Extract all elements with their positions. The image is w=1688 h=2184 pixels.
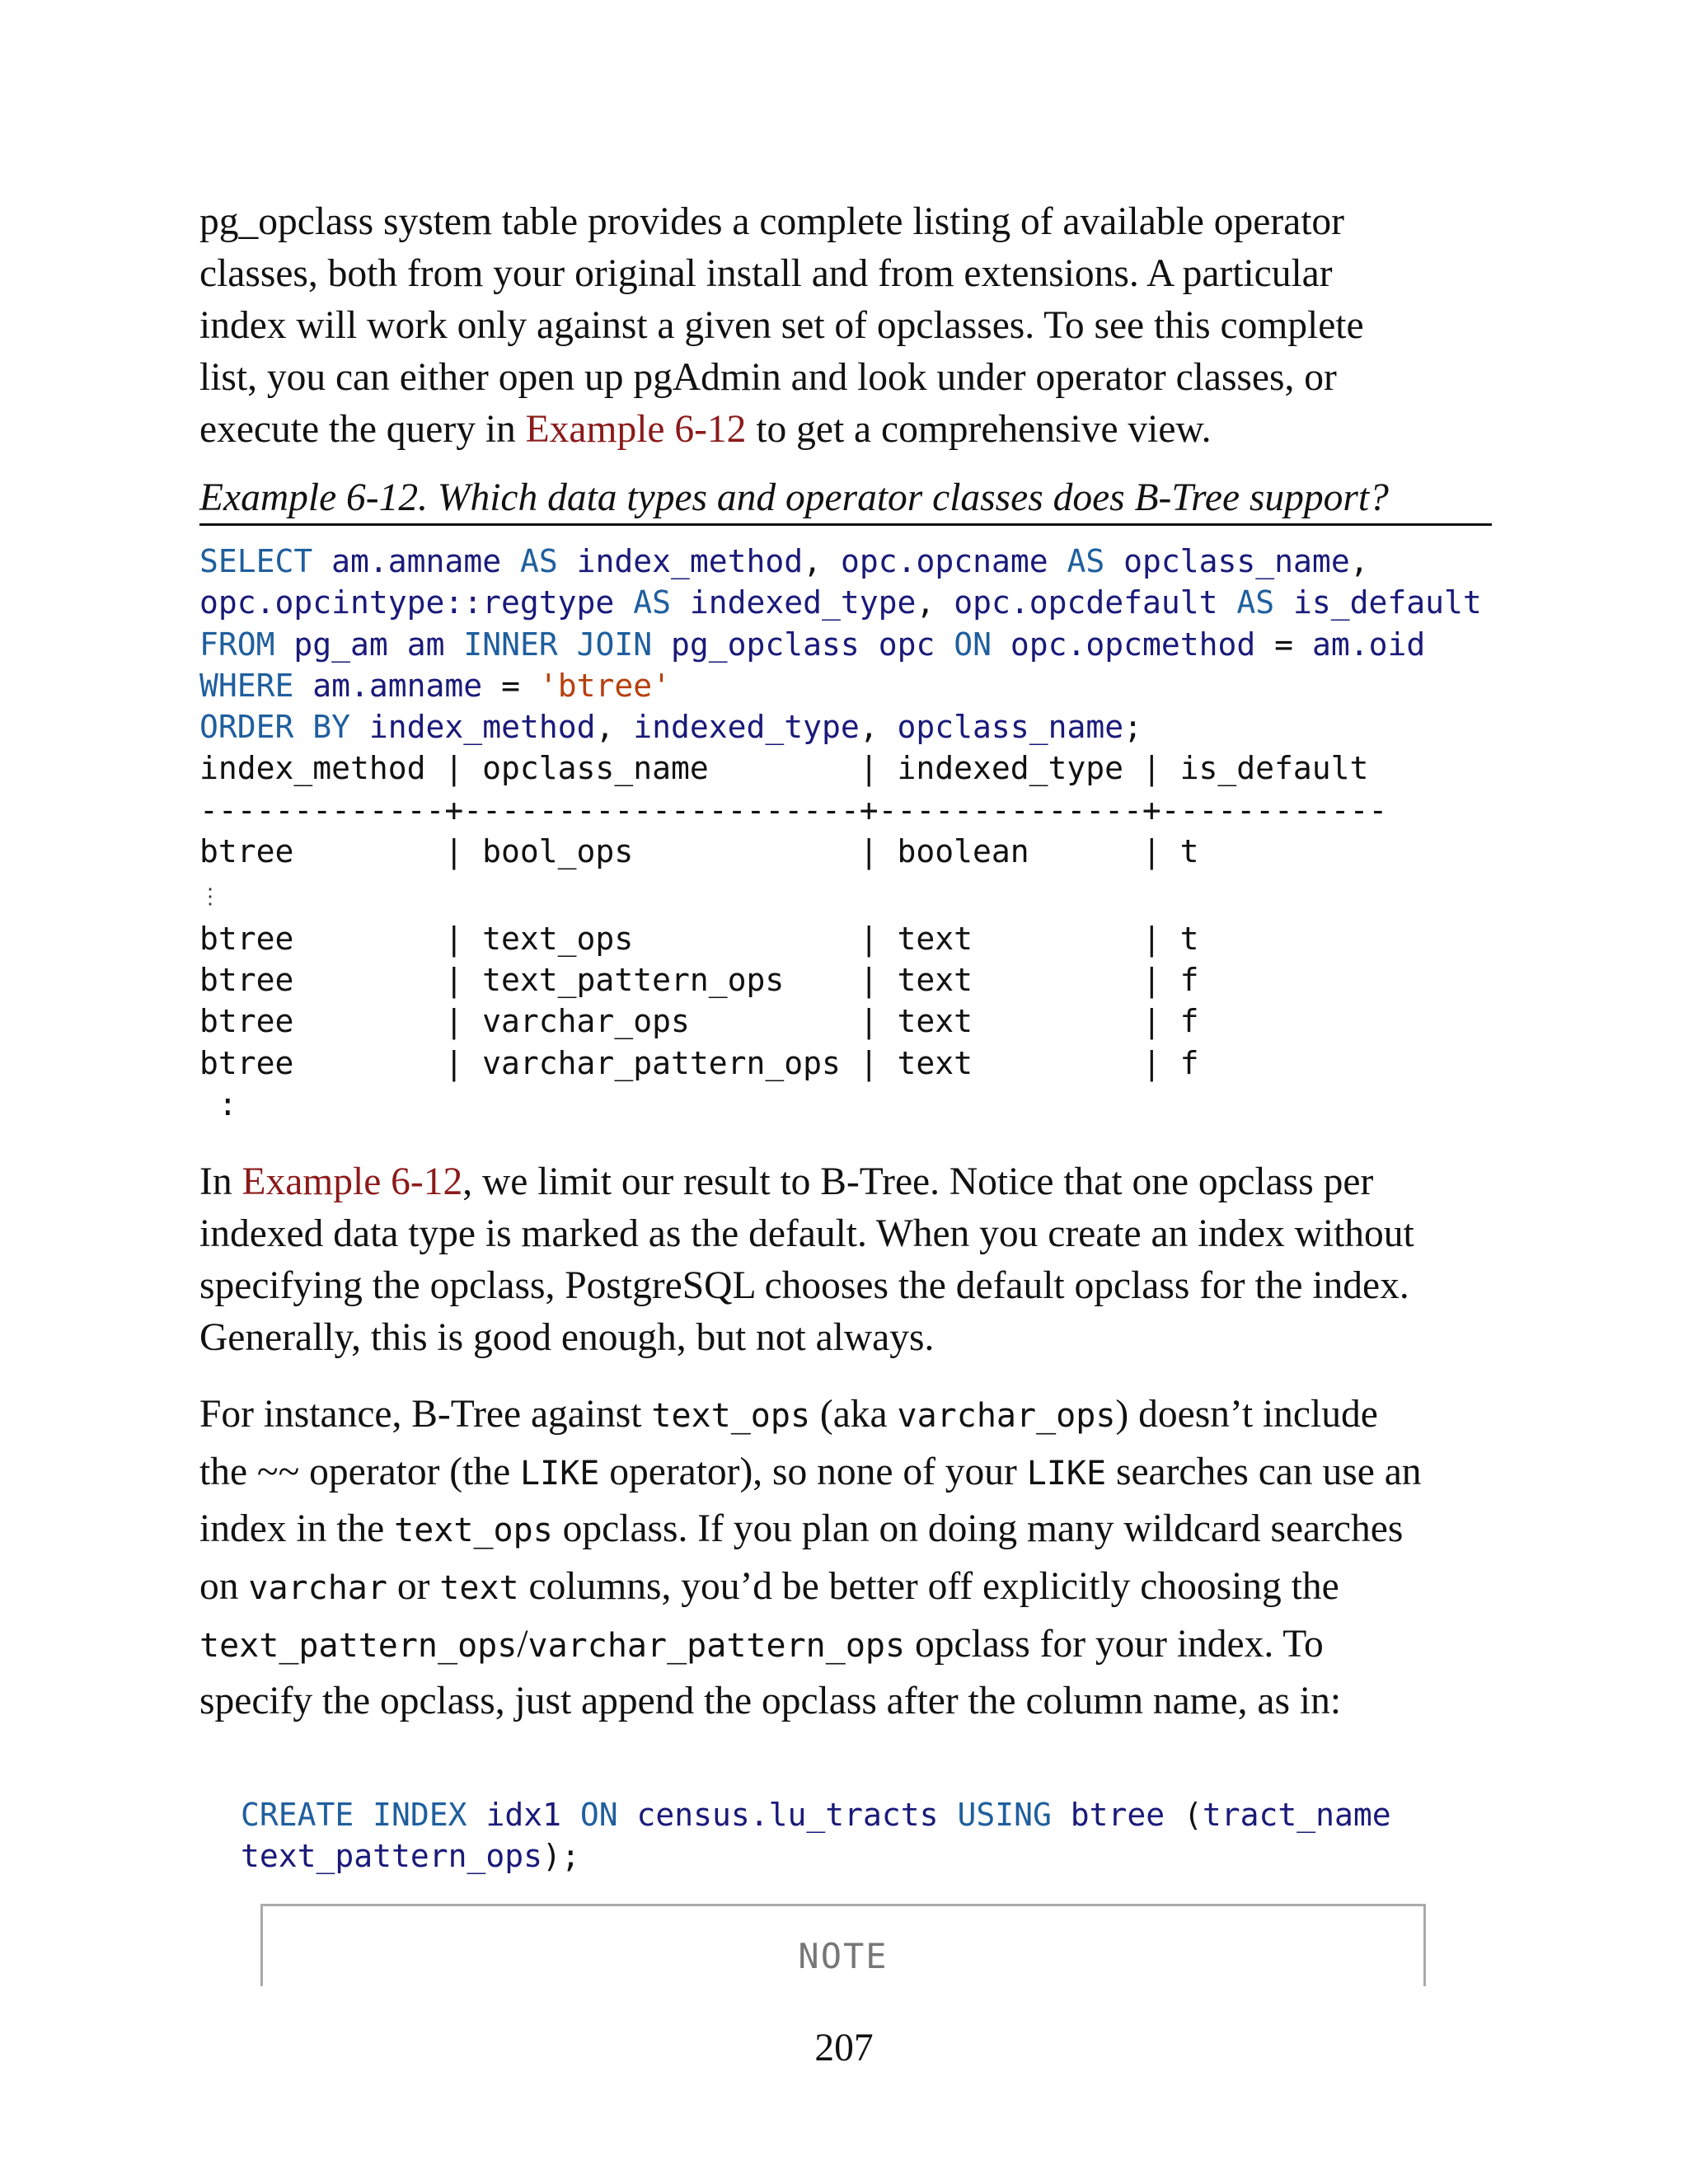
sql-identifier: btree: [1070, 1796, 1165, 1833]
text-run: columns, you’d be better off explicitly choosing the: [518, 1564, 1339, 1608]
inline-code: text_ops: [651, 1397, 811, 1436]
sql-keyword: SELECT: [199, 543, 313, 579]
text-line: execute the query in: [199, 408, 526, 451]
sql-keyword: CREATE INDEX: [241, 1796, 467, 1833]
example-code-block: SELECT am.amname AS index_method, opc.opcname AS opclass_name, opc.opcintype::regtype AS indexed_type, opc.opcdefault AS is_default FROM pg_am am INNER JOIN pg_opclass opc ON opc.opcmethod = am.oid WHERE am.amname = 'btree' ORDER BY index_method, indexed_type, opclass_name; index_method | opclass_name | indexed_type | is_default -------------+---------------------+--------------+------------ btree | bool_ops | boolean | t ⋮ btree | text_ops | text | t btree | text_pattern_ops | text | f btree | varchar_ops | text | f btree | varchar_pattern_ops | text | f :: [199, 543, 1482, 1122]
sql-string: 'btree': [538, 667, 671, 704]
sql-identifier: opc: [878, 626, 935, 663]
vertical-ellipsis: ⋮: [199, 884, 221, 910]
result-row: btree | varchar_pattern_ops | text | f: [199, 1044, 1199, 1081]
text-run: opclass for your index. To: [905, 1622, 1324, 1666]
sql-keyword: AS: [633, 584, 671, 621]
result-separator: -------------+---------------------+--------------+------------: [199, 791, 1388, 828]
sql-identifier: indexed_type: [633, 709, 860, 746]
text-line: In: [199, 1160, 242, 1204]
sql-identifier: am.oid: [1311, 626, 1426, 663]
result-row: btree | bool_ops | boolean | t: [199, 833, 1199, 870]
sql-keyword: FROM: [199, 626, 275, 663]
opclass-paragraph: [199, 1387, 1492, 1730]
sql-keyword: INNER JOIN: [463, 626, 653, 663]
sql-identifier: opc.opcmethod: [1010, 626, 1256, 663]
text-line: specifying the opclass, PostgreSQL chooses the default opclass for the index.: [199, 1264, 1409, 1308]
sql-identifier: pg_am: [293, 626, 388, 663]
text-run: (aka: [810, 1393, 898, 1436]
pager-prompt: :: [199, 1085, 237, 1122]
text-run: on: [199, 1564, 249, 1608]
sql-keyword: AS: [1236, 584, 1275, 621]
page-content: [199, 196, 1492, 1877]
sql-identifier: am.amname: [312, 667, 483, 704]
result-row: btree | varchar_ops | text | f: [199, 1003, 1199, 1040]
inline-code: text_pattern_ops: [199, 1626, 518, 1665]
result-row: btree | text_pattern_ops | text | f: [199, 961, 1199, 998]
text-run: opclass. If you plan on doing many wildcard searches: [552, 1507, 1404, 1551]
inline-code: varchar_pattern_ops: [528, 1626, 906, 1665]
text-line: list, you can either open up pgAdmin and look under operator classes, or: [199, 356, 1337, 399]
sql-identifier: am: [406, 626, 445, 663]
text-line: index will work only against a given set of opclasses. To see this complete: [199, 304, 1364, 347]
sql-identifier: opclass_name: [897, 709, 1124, 746]
inline-code: varchar_ops: [897, 1397, 1116, 1436]
sql-identifier: census.lu_tracts: [636, 1796, 939, 1833]
text-line: classes, both from your original install and from extensions. A particular: [199, 252, 1333, 295]
sql-identifier: idx1: [485, 1796, 561, 1833]
inline-code: LIKE: [520, 1454, 600, 1493]
text-line: Generally, this is good enough, but not always.: [199, 1316, 935, 1360]
sql-identifier: opc.opcintype::regtype: [199, 584, 615, 621]
result-row: btree | text_ops | text | t: [199, 920, 1199, 957]
sql-keyword: USING: [957, 1796, 1052, 1833]
text-run: the ~~ operator (the: [199, 1450, 521, 1493]
sql-identifier: pg_opclass: [671, 626, 860, 663]
inline-code: varchar: [248, 1568, 387, 1607]
inline-code: LIKE: [1026, 1454, 1107, 1493]
text-run: For instance, B-Tree against: [199, 1393, 652, 1436]
sql-keyword: AS: [1067, 543, 1105, 579]
text-run: ) doesn’t include: [1115, 1393, 1378, 1436]
sql-keyword: WHERE: [199, 667, 294, 704]
sql-identifier: opc.opcname: [840, 543, 1048, 579]
sql-identifier: indexed_type: [689, 584, 917, 621]
sql-identifier: index_method: [576, 543, 804, 579]
inline-code: text_ops: [394, 1511, 553, 1550]
sql-keyword: ON: [579, 1796, 618, 1833]
example-6-12-link[interactable]: Example 6-12: [241, 1160, 463, 1204]
inline-code: text: [439, 1568, 519, 1607]
text-run: /: [517, 1622, 528, 1666]
sql-identifier: index_method: [368, 709, 596, 746]
sql-identifier: opc.opcdefault: [954, 584, 1218, 621]
note-title: NOTE: [798, 1936, 889, 1976]
page-number: 207: [814, 2027, 874, 2069]
text-run: searches can use an: [1106, 1450, 1422, 1493]
result-header: index_method | opclass_name | indexed_type | is_default: [199, 750, 1369, 787]
create-index-code-block: CREATE INDEX idx1 ON census.lu_tracts USING btree (tract_name text_pattern_ops);: [241, 1796, 1391, 1875]
text-run: specify the opclass, just append the opclass after the column name, as in:: [199, 1680, 1342, 1723]
text-run: operator), so none of your: [599, 1450, 1027, 1493]
text-line: pg_opclass system table provides a complete listing of available operator: [199, 200, 1344, 243]
text-line: to get a comprehensive view.: [746, 408, 1212, 451]
sql-identifier: am.amname: [331, 543, 502, 579]
intro-paragraph: [199, 196, 1492, 456]
text-line: indexed data type is marked as the default. When you create an index without: [199, 1212, 1414, 1256]
sql-identifier: opclass_name: [1123, 543, 1350, 579]
sql-keyword: AS: [519, 543, 558, 579]
text-run: or: [387, 1564, 440, 1608]
sql-keyword: ORDER BY: [199, 709, 351, 746]
explanation-paragraph: [199, 1156, 1492, 1364]
note-box: [260, 1904, 1426, 1986]
example-caption: Example 6-12. Which data types and operator classes does B-Tree support?: [199, 474, 1492, 526]
text-run: index in the: [199, 1507, 395, 1551]
sql-identifier: is_default: [1293, 584, 1482, 621]
sql-keyword: ON: [954, 626, 992, 663]
text-line: , we limit our result to B-Tree. Notice that one opclass per: [462, 1160, 1374, 1204]
example-6-12-link[interactable]: Example 6-12: [525, 408, 747, 451]
sql-identifier: text_pattern_ops: [241, 1838, 543, 1875]
sql-identifier: tract_name: [1202, 1796, 1391, 1833]
